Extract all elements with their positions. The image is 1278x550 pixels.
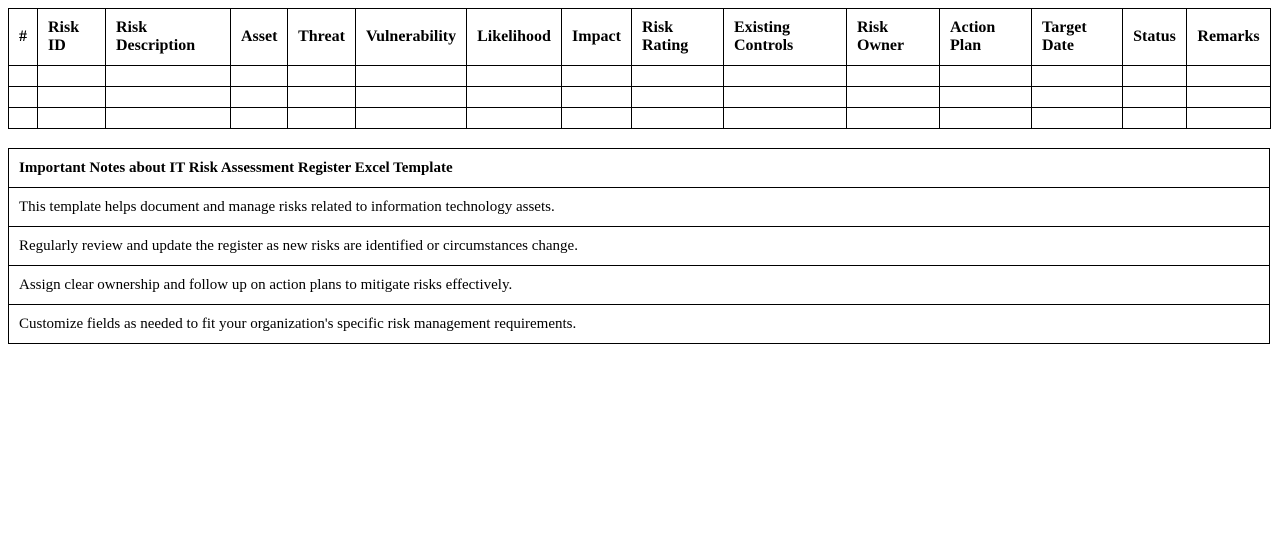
table-cell[interactable] xyxy=(562,108,632,129)
table-cell[interactable] xyxy=(9,66,38,87)
risk-register-table xyxy=(8,8,1271,129)
note-item-2: Regularly review and update the register as new risks are identified or circumstances change. xyxy=(9,227,1270,266)
table-cell[interactable] xyxy=(231,108,288,129)
table-cell[interactable] xyxy=(231,66,288,87)
table-cell[interactable] xyxy=(9,108,38,129)
table-cell[interactable] xyxy=(356,66,467,87)
notes-title: Important Notes about IT Risk Assessment Register Excel Template xyxy=(9,149,1270,188)
table-row xyxy=(9,66,1271,87)
table-cell[interactable] xyxy=(106,66,231,87)
note-row xyxy=(9,227,1270,266)
register-body xyxy=(9,66,1271,129)
column-header-likelihood: Likelihood xyxy=(467,9,562,66)
column-header-action-plan: Action Plan xyxy=(940,9,1032,66)
table-cell[interactable] xyxy=(1123,87,1187,108)
table-cell[interactable] xyxy=(940,108,1032,129)
column-header-impact: Impact xyxy=(562,9,632,66)
note-item-3: Assign clear ownership and follow up on action plans to mitigate risks effectively. xyxy=(9,266,1270,305)
column-header-existing-controls: Existing Controls xyxy=(724,9,847,66)
table-cell[interactable] xyxy=(562,66,632,87)
table-cell[interactable] xyxy=(562,87,632,108)
table-cell[interactable] xyxy=(288,87,356,108)
table-cell[interactable] xyxy=(724,66,847,87)
table-cell[interactable] xyxy=(467,108,562,129)
column-header-risk-description: Risk Description xyxy=(106,9,231,66)
table-cell[interactable] xyxy=(467,66,562,87)
table-cell[interactable] xyxy=(231,87,288,108)
column-header-risk-id: Risk ID xyxy=(38,9,106,66)
column-header-risk-owner: Risk Owner xyxy=(847,9,940,66)
table-cell[interactable] xyxy=(356,108,467,129)
important-notes-table xyxy=(8,148,1270,344)
table-cell[interactable] xyxy=(9,87,38,108)
table-cell[interactable] xyxy=(1032,66,1123,87)
table-cell[interactable] xyxy=(724,87,847,108)
table-cell[interactable] xyxy=(288,108,356,129)
note-row xyxy=(9,188,1270,227)
notes-title-row xyxy=(9,149,1270,188)
table-cell[interactable] xyxy=(1187,108,1271,129)
table-cell[interactable] xyxy=(847,108,940,129)
note-item-4: Customize fields as needed to fit your organization's specific risk management requirements. xyxy=(9,305,1270,344)
table-cell[interactable] xyxy=(288,66,356,87)
note-item-1: This template helps document and manage risks related to information technology assets. xyxy=(9,188,1270,227)
note-row xyxy=(9,266,1270,305)
table-cell[interactable] xyxy=(1032,87,1123,108)
table-cell[interactable] xyxy=(632,87,724,108)
table-cell[interactable] xyxy=(847,87,940,108)
table-cell[interactable] xyxy=(1187,87,1271,108)
table-cell[interactable] xyxy=(1187,66,1271,87)
table-cell[interactable] xyxy=(38,108,106,129)
table-cell[interactable] xyxy=(1123,66,1187,87)
table-cell[interactable] xyxy=(106,108,231,129)
table-cell[interactable] xyxy=(940,66,1032,87)
table-cell[interactable] xyxy=(467,87,562,108)
table-cell[interactable] xyxy=(1032,108,1123,129)
note-row xyxy=(9,305,1270,344)
column-header-threat: Threat xyxy=(288,9,356,66)
column-header-target-date: Target Date xyxy=(1032,9,1123,66)
table-cell[interactable] xyxy=(632,66,724,87)
table-cell[interactable] xyxy=(38,87,106,108)
table-cell[interactable] xyxy=(940,87,1032,108)
table-cell[interactable] xyxy=(1123,108,1187,129)
column-header-status: Status xyxy=(1123,9,1187,66)
header-row xyxy=(9,9,1271,66)
column-header-asset: Asset xyxy=(231,9,288,66)
column-header-risk-rating: Risk Rating xyxy=(632,9,724,66)
table-cell[interactable] xyxy=(38,66,106,87)
column-header-remarks: Remarks xyxy=(1187,9,1271,66)
table-cell[interactable] xyxy=(106,87,231,108)
column-header-vulnerability: Vulnerability xyxy=(356,9,467,66)
column-header-number: # xyxy=(9,9,38,66)
table-row xyxy=(9,108,1271,129)
table-row xyxy=(9,87,1271,108)
table-cell[interactable] xyxy=(356,87,467,108)
table-cell[interactable] xyxy=(724,108,847,129)
table-cell[interactable] xyxy=(632,108,724,129)
table-cell[interactable] xyxy=(847,66,940,87)
